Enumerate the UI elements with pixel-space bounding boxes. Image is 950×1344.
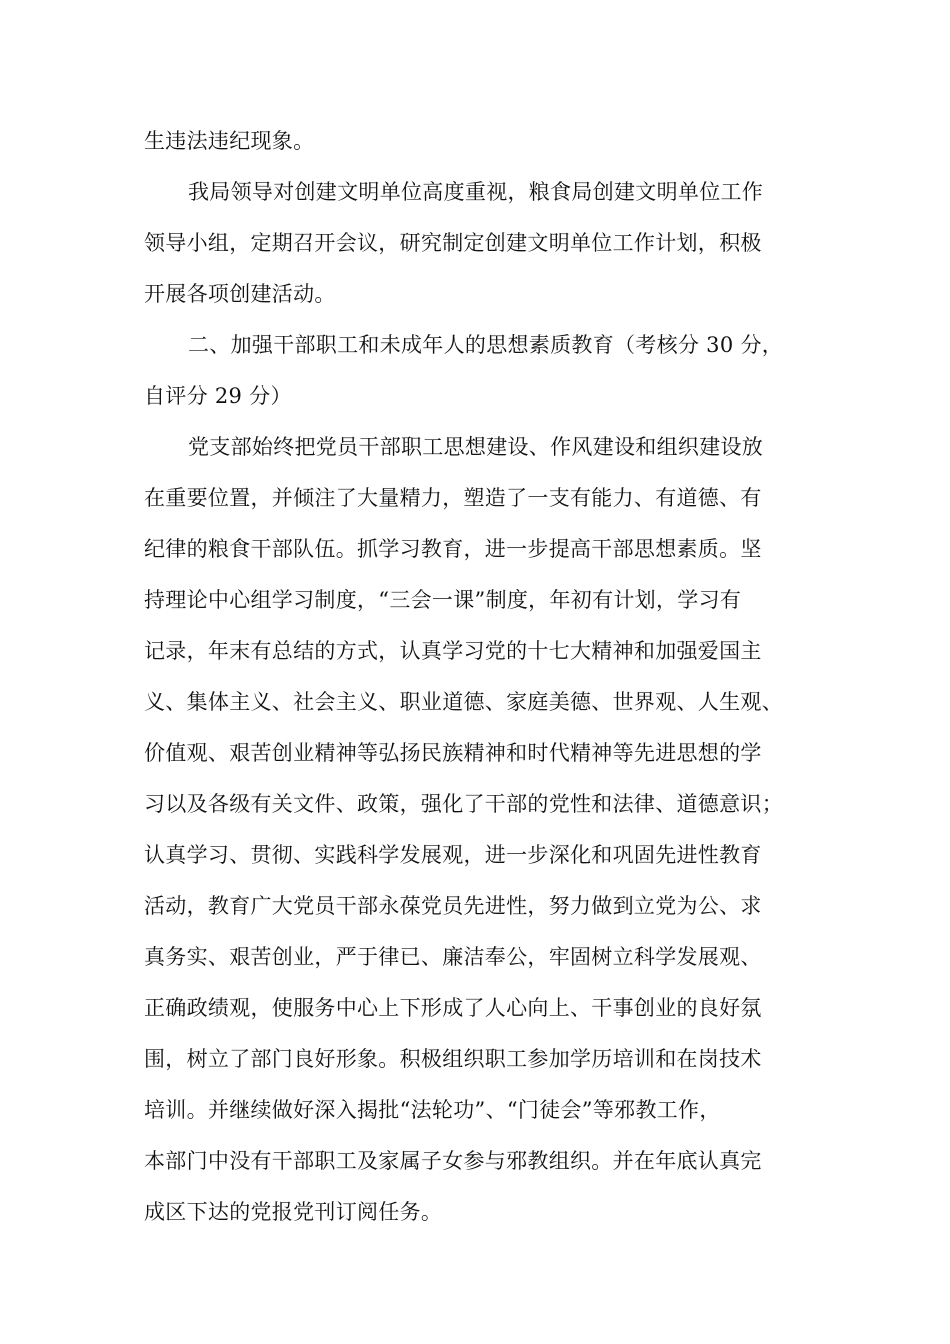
text-line: 记录，年末有总结的方式，认真学习党的十七大精神和加强爱国主 bbox=[144, 639, 762, 663]
text-line: 价值观、艰苦创业精神等弘扬民族精神和时代精神等先进思想的学 bbox=[144, 741, 762, 765]
text-line: 培训。并继续做好深入揭批“法轮功”、“门徒会”等邪教工作， bbox=[144, 1098, 721, 1122]
text-line: 党支部始终把党员干部职工思想建设、作风建设和组织建设放 bbox=[188, 435, 764, 459]
text-line: 义、集体主义、社会主义、职业道德、家庭美德、世界观、人生观、 bbox=[144, 690, 783, 714]
text-line: 本部门中没有干部职工及家属子女参与邪教组织。并在年底认真完 bbox=[144, 1149, 762, 1173]
text-line: 二、加强干部职工和未成年人的思想素质教育（考核分 30 分， bbox=[188, 333, 784, 357]
text-line: 生违法违纪现象。 bbox=[144, 129, 315, 153]
text-line: 习以及各级有关文件、政策，强化了干部的党性和法律、道德意识； bbox=[144, 792, 783, 816]
text-line: 我局领导对创建文明单位高度重视，粮食局创建文明单位工作 bbox=[188, 180, 764, 204]
text-line: 活动，教育广大党员干部永葆党员先进性，努力做到立党为公、求 bbox=[144, 894, 762, 918]
text-line: 围，树立了部门良好形象。积极组织职工参加学历培训和在岗技术 bbox=[144, 1047, 762, 1071]
text-line: 持理论中心组学习制度，“三会一课”制度，年初有计划，学习有 bbox=[144, 588, 742, 612]
text-line: 成区下达的党报党刊订阅任务。 bbox=[144, 1200, 443, 1224]
text-line: 认真学习、贯彻、实践科学发展观，进一步深化和巩固先进性教育 bbox=[144, 843, 762, 867]
text-line: 正确政绩观，使服务中心上下形成了人心向上、干事创业的良好氛 bbox=[144, 996, 762, 1020]
text-line: 真务实、艰苦创业，严于律已、廉洁奉公，牢固树立科学发展观、 bbox=[144, 945, 762, 969]
text-line: 在重要位置，并倾注了大量精力，塑造了一支有能力、有道德、有 bbox=[144, 486, 762, 510]
text-line: 领导小组，定期召开会议，研究制定创建文明单位工作计划，积极 bbox=[144, 231, 762, 255]
text-line: 纪律的粮食干部队伍。抓学习教育，进一步提高干部思想素质。坚 bbox=[144, 537, 762, 561]
text-line: 开展各项创建活动。 bbox=[144, 282, 336, 306]
text-line: 自评分 29 分） bbox=[144, 384, 292, 408]
